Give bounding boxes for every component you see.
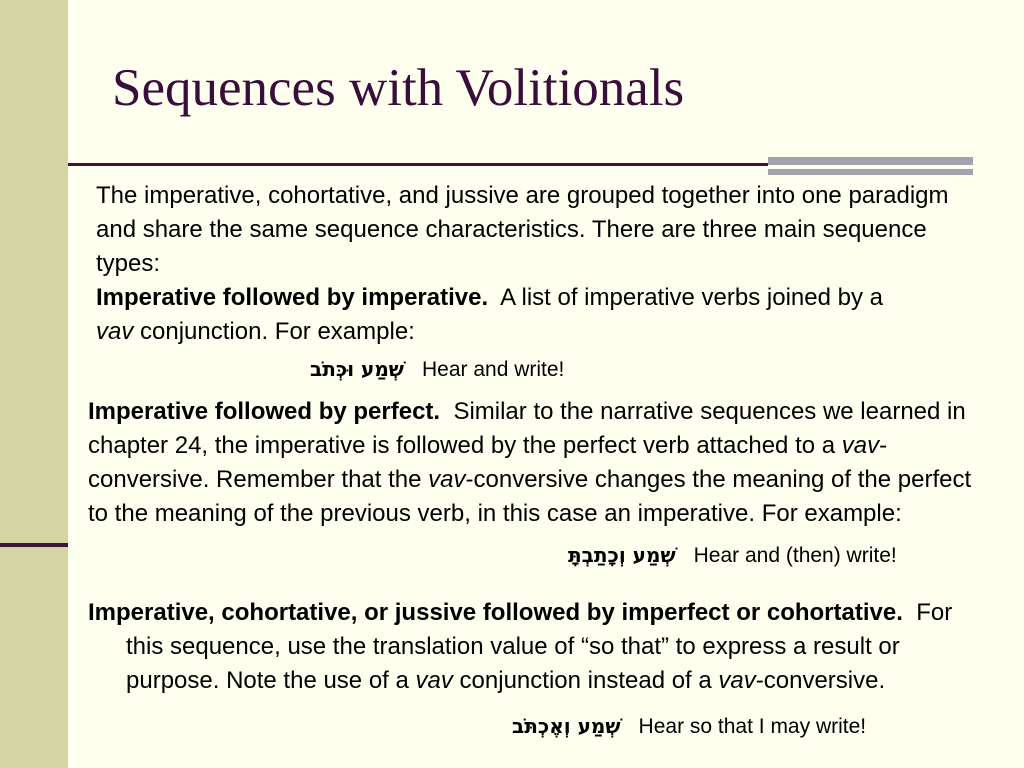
section3-paragraph [88, 596, 986, 698]
section1-example-hebrew: שְׁמַע וּכְּתֹב [310, 357, 404, 381]
title-underline-rule [68, 163, 768, 166]
section1-vav: vav [96, 318, 134, 345]
section2-heading: Imperative followed by perfect. [88, 398, 441, 425]
section1-paragraph [96, 281, 896, 349]
section3-text-b: conjunction instead of a [452, 667, 719, 694]
section2-text-b: -conversive. Remember that the [88, 432, 888, 493]
section2-text-c: -conversive changes the meaning of the perfect to the meaning of the previous verb, in this case an imperative. For example: [88, 466, 972, 527]
section1-example-english: Hear and write! [421, 358, 565, 381]
section1-text-after: conjunction. For example: [133, 318, 415, 345]
section3-text-c: -conversive. [755, 667, 886, 694]
section1-example [310, 355, 564, 384]
section3-example [512, 712, 866, 741]
gray-bar-lower [768, 169, 973, 175]
side-band [0, 0, 68, 768]
intro-text: The imperative, cohortative, and jussive are grouped together into one paradigm and share the same sequence characteristics. There are three main sequence types: [96, 182, 949, 277]
section2-paragraph [88, 395, 988, 531]
section3-vav-2: vav [718, 667, 756, 694]
section3-example-hebrew: שְׁמַע וְאֶכְתֹּב [512, 714, 621, 738]
section1-heading: Imperative followed by imperative. [96, 284, 489, 311]
section2-text-a: Similar to the narrative sequences we learned in chapter 24, the imperative is followed by the perfect verb attached to a [88, 398, 966, 459]
side-accent-rule [0, 543, 68, 547]
decorative-gray-bars [768, 157, 973, 179]
intro-block [96, 179, 991, 349]
section1-text-before: A list of imperative verbs joined by a [500, 284, 883, 311]
section3-vav-1: vav [415, 667, 453, 694]
section2-example-hebrew: שְׁמַע וְכָתַבְתָּ [568, 543, 676, 567]
slide-title: Sequences with Volitionals [112, 59, 685, 117]
gray-bar-upper [768, 157, 973, 165]
section2-example [568, 541, 897, 570]
section2-vav-1: vav [841, 432, 880, 459]
section2-example-english: Hear and (then) write! [693, 544, 897, 567]
section3-text-a: For this sequence, use the translation value of “so that” to express a result or purpose. Note the use of a [126, 599, 953, 694]
section2-vav-2: vav [428, 466, 466, 493]
section3-example-english: Hear so that I may write! [638, 715, 867, 738]
section3-heading: Imperative, cohortative, or jussive followed by imperfect or cohortative. [88, 599, 903, 626]
